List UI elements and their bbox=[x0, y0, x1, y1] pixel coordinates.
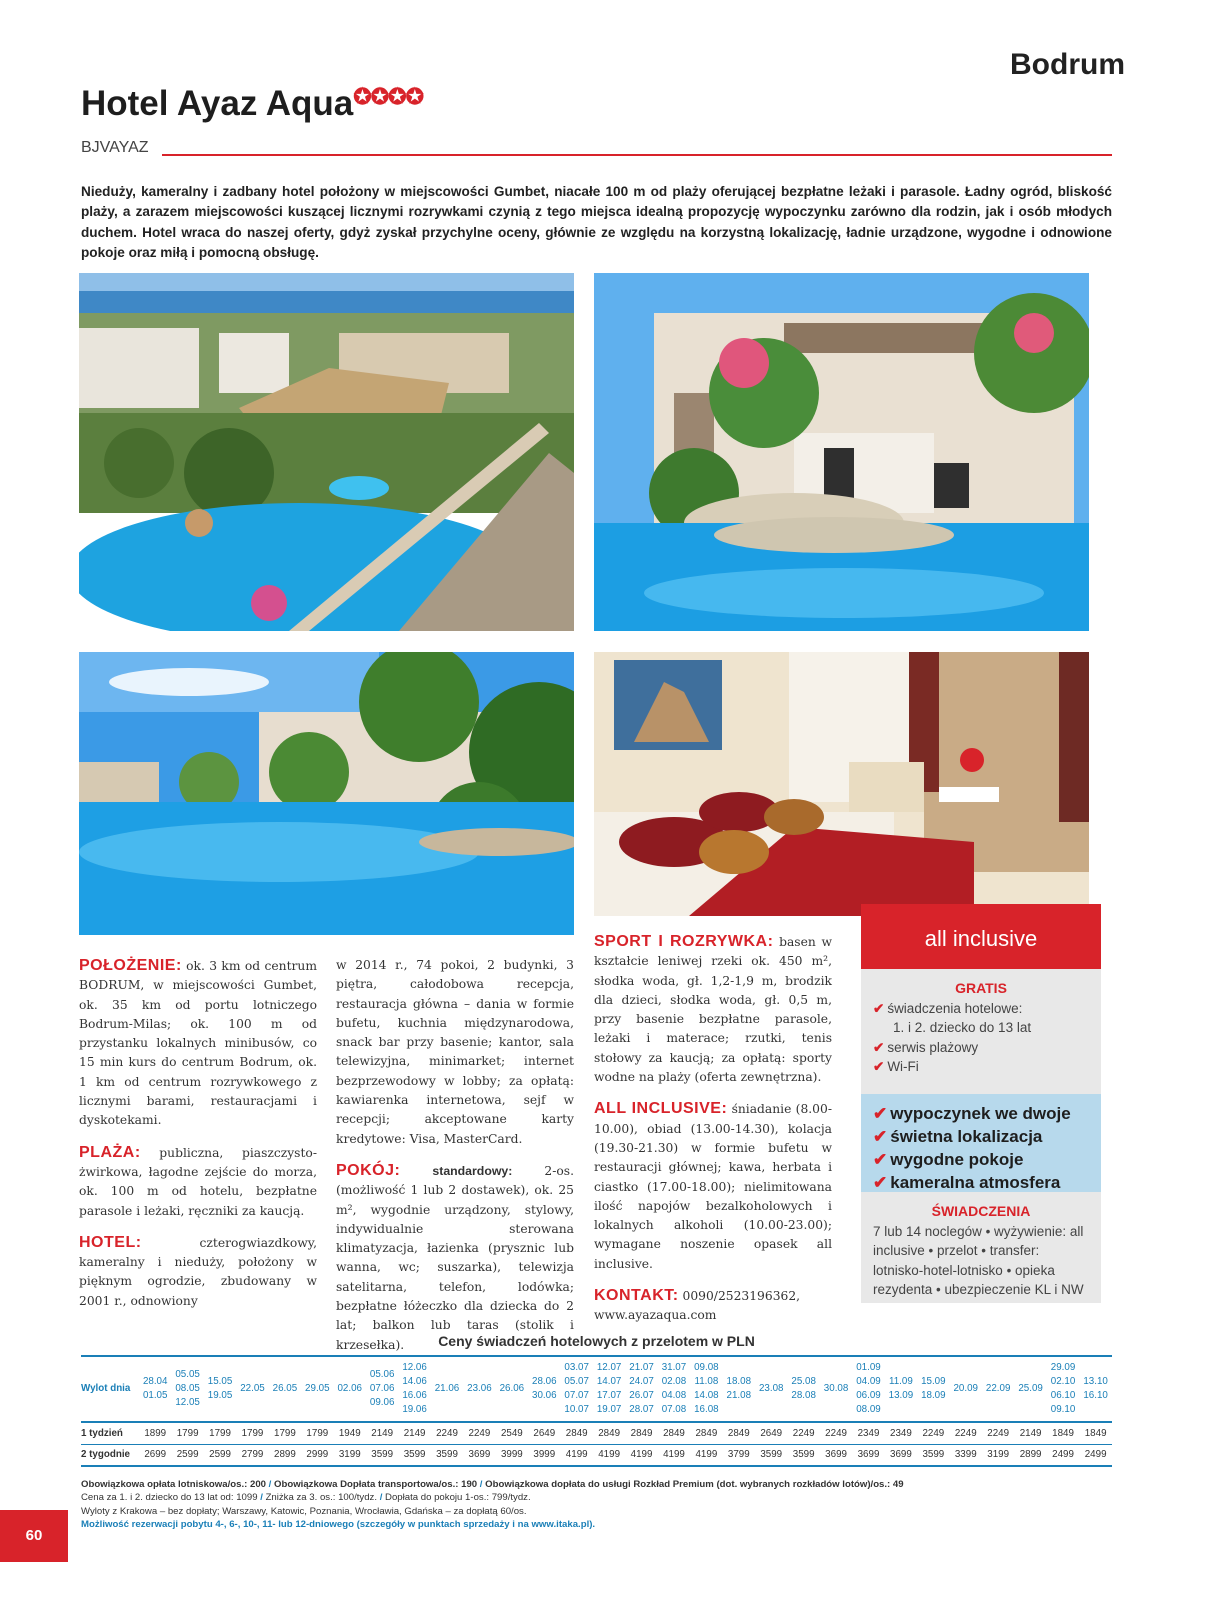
departure-date-cell: 03.07 05.07 07.07 10.07 bbox=[560, 1356, 592, 1422]
price-cell: 2249 bbox=[787, 1422, 819, 1444]
column-sport bbox=[594, 932, 832, 1338]
checkmark-icon: ✔ bbox=[873, 1150, 888, 1169]
departure-date-cell: 20.09 bbox=[950, 1356, 982, 1422]
section-room-sublabel: standardowy: bbox=[432, 1163, 513, 1178]
intro-paragraph: Nieduży, kameralny i zadbany hotel położony w miejscowości Gumbet, niacałe 100 m od plaży oferującej bezpłatne leżaki i parasole. Ładny ogród, bliskość plaży, a zarazem miejscowości kuszącej licznymi rozrywkami czynią z tego miejsca idealną propozycję wypoczynku zarówno dla rodzin, jak i osób młodych duchem. Hotel wraca do naszej oferty, gdyż zyskał przychylne oceny, głównie ze względu na korzystną lokalizację, ładnie urządzone, wygodne i odnowione pokoje oraz miłą i pomocną obsługę. bbox=[81, 184, 1112, 261]
section-room bbox=[336, 1161, 574, 1355]
departure-date-cell: 22.09 bbox=[982, 1356, 1014, 1422]
section-all-inclusive bbox=[594, 1099, 832, 1274]
price-cell: 2349 bbox=[885, 1422, 917, 1444]
gratis-panel bbox=[861, 969, 1101, 1094]
gratis-item: ✔ serwis plażowy bbox=[873, 1039, 979, 1055]
one-week-label: 1 tydzień bbox=[81, 1422, 139, 1444]
departure-date-cell: 15.05 19.05 bbox=[204, 1356, 236, 1422]
star-rating-icon: ✪✪✪✪ bbox=[353, 84, 423, 109]
departure-date-cell: 23.06 bbox=[463, 1356, 495, 1422]
column-hotel-rooms bbox=[336, 956, 574, 1367]
price-cell: 3699 bbox=[463, 1444, 495, 1466]
departure-date-cell: 28.06 30.06 bbox=[528, 1356, 560, 1422]
section-room-text: 2-os. (możliwość 1 lub 2 dostawek), ok. 25 m², wygodnie urządzony, stylowy, indywidualnie sterowana klimatyzacja, łazienka (prysznic lub wanna, wc; suszarka), telewizja satelitarna, telefon, lodówka; bezpłatne łóżeczko dla dziecka do 2 lat; balkon lub taras (stolik i krzesełka). bbox=[336, 1163, 574, 1352]
price-row-2-weeks bbox=[81, 1444, 1112, 1466]
price-cell: 2799 bbox=[236, 1444, 268, 1466]
section-all-inclusive-label: ALL INCLUSIVE: bbox=[594, 1100, 728, 1118]
price-cell: 3699 bbox=[820, 1444, 852, 1466]
departure-date-cell: 13.10 16.10 bbox=[1079, 1356, 1112, 1422]
price-notes bbox=[81, 1478, 1112, 1532]
departure-date-cell: 26.06 bbox=[496, 1356, 528, 1422]
price-cell: 3399 bbox=[950, 1444, 982, 1466]
section-all-inclusive-text: śniadanie (8.00-10.00), obiad (13.00-14.30), kolacja (19.30-21.30) w formie bufetu w restauracji głównej; kawa, herbata i ciastko (17.00-18.00); nielimitowana ilość napojów bezalkoholowych i lokalnych alkoholi (10.00-23.00); wymagane noszenie opasek all inclusive. bbox=[594, 1102, 832, 1271]
price-cell: 2549 bbox=[496, 1422, 528, 1444]
price-cell: 3599 bbox=[366, 1444, 398, 1466]
section-contact-web[interactable]: www.ayazaqua.com bbox=[594, 1308, 717, 1323]
section-beach bbox=[79, 1143, 317, 1221]
price-cell: 3599 bbox=[755, 1444, 787, 1466]
price-cell: 2699 bbox=[139, 1444, 171, 1466]
gratis-item: 1. i 2. dziecko do 13 lat bbox=[893, 1020, 1032, 1035]
section-sport-text: basen w kształcie leniwej rzeki ok. 450 m², słodka woda, gł. 1,2-1,9 m, brodzik dla dzieci, słodka woda, gł. 0,5 m, przy basenie bezpłatne parasole, leżaki i materace; rzutki, tenis stołowy za kaucją; za opłatą: sporty wodne na plaży (oferta zewnętrzna). bbox=[594, 935, 832, 1085]
departure-date-cell: 11.09 13.09 bbox=[885, 1356, 917, 1422]
section-beach-label: PLAŻA: bbox=[79, 1143, 141, 1161]
price-cell: 2349 bbox=[852, 1422, 884, 1444]
price-table-title: Ceny świadczeń hotelowych z przelotem w PLN bbox=[438, 1333, 755, 1349]
price-cell: 2249 bbox=[820, 1422, 852, 1444]
price-cell: 2999 bbox=[301, 1444, 333, 1466]
note-line: Możliwość rezerwacji pobytu 4-, 6-, 10-, 11- lub 12-dniowego (szczegóły w punktach sprzedaży i na www.itaka.pl). bbox=[81, 1519, 596, 1531]
section-contact-label: KONTAKT: bbox=[594, 1287, 679, 1305]
departure-date-cell: 25.09 bbox=[1014, 1356, 1046, 1422]
section-location bbox=[79, 956, 317, 1131]
price-cell: 3599 bbox=[787, 1444, 819, 1466]
departure-date-cell: 29.09 02.10 06.10 09.10 bbox=[1047, 1356, 1079, 1422]
divider bbox=[162, 154, 1112, 156]
price-cell: 2649 bbox=[755, 1422, 787, 1444]
hotel-code: BJVAYAZ bbox=[81, 139, 149, 156]
price-cell: 2649 bbox=[528, 1422, 560, 1444]
departure-date-cell: 22.05 bbox=[236, 1356, 268, 1422]
hotel-name bbox=[81, 84, 423, 124]
section-hotel-continued: w 2014 r., 74 pokoi, 2 budynki, 3 piętra, całodobowa recepcja, restauracja główna – dania w formie bufetu, kuchnia międzynarodowa, snack bar przy basenie; kantor, sala telewizyjna, minimarket; internet bezprzewodowy w lobby; za opłatą: kawiarenka internetowa, sejf w recepcji; akceptowane karty kredytowe: Visa, MasterCard. bbox=[336, 958, 574, 1146]
price-cell: 1899 bbox=[139, 1422, 171, 1444]
price-cell: 1799 bbox=[301, 1422, 333, 1444]
departure-date-cell: 12.07 14.07 17.07 19.07 bbox=[593, 1356, 625, 1422]
price-cell: 2499 bbox=[1047, 1444, 1079, 1466]
section-contact-phone: 0090/2523196362, bbox=[682, 1289, 801, 1304]
price-cell: 2249 bbox=[431, 1422, 463, 1444]
departure-date-cell: 02.06 bbox=[334, 1356, 366, 1422]
price-cell: 3699 bbox=[885, 1444, 917, 1466]
section-contact bbox=[594, 1286, 832, 1326]
price-cell: 2249 bbox=[982, 1422, 1014, 1444]
price-cell: 2249 bbox=[463, 1422, 495, 1444]
hotel-room-photo bbox=[594, 652, 1089, 916]
price-cell: 2849 bbox=[560, 1422, 592, 1444]
departure-date-cell: 29.05 bbox=[301, 1356, 333, 1422]
section-beach-text: publiczna, piaszczysto-żwirkowa, łagodne zejście do morza, ok. 100 m od hotelu, bezpłatne parasole i leżaki, ręczniki za kaucją. bbox=[79, 1145, 317, 1218]
checkmark-icon: ✔ bbox=[873, 1104, 888, 1123]
price-cell: 1799 bbox=[269, 1422, 301, 1444]
departure-date-cell: 23.08 bbox=[755, 1356, 787, 1422]
price-row-1-week bbox=[81, 1422, 1112, 1444]
departure-date-cell: 31.07 02.08 04.08 07.08 bbox=[658, 1356, 690, 1422]
section-hotel-text: czterogwiazdkowy, kameralny i nieduży, położony w pięknym ogrodzie, zbudowany w 2001 r., odnowiony bbox=[79, 1235, 317, 1308]
section-hotel-label: HOTEL: bbox=[79, 1233, 142, 1251]
section-location-text: ok. 3 km od centrum BODRUM, w miejscowości Gumbet, ok. 35 km od portu lotniczego Bodrum-Milas; ok. 100 m od przystanku lokalnych minibusów, co 15 min kurs do centrum Bodrum, ok. 1 km od centrum rozrywkowego z licznymi barami, restauracjami i dyskotekami. bbox=[79, 959, 317, 1128]
departure-date-cell: 21.06 bbox=[431, 1356, 463, 1422]
departure-date-cell: 30.08 bbox=[820, 1356, 852, 1422]
checkmark-icon: ✔ bbox=[873, 1039, 885, 1055]
price-cell: 2249 bbox=[917, 1422, 949, 1444]
departure-date-cell: 05.05 08.05 12.05 bbox=[171, 1356, 203, 1422]
resort-overview-photo bbox=[79, 273, 574, 631]
checkmark-icon: ✔ bbox=[873, 1173, 888, 1192]
section-sport-label: SPORT I ROZRYWKA: bbox=[594, 933, 774, 950]
price-cell: 2849 bbox=[625, 1422, 657, 1444]
price-cell: 4199 bbox=[593, 1444, 625, 1466]
departure-date-cell: 12.06 14.06 16.06 19.06 bbox=[398, 1356, 430, 1422]
price-cell: 4199 bbox=[658, 1444, 690, 1466]
price-table bbox=[81, 1355, 1112, 1467]
price-cell: 2599 bbox=[171, 1444, 203, 1466]
departure-date-cell: 21.07 24.07 26.07 28.07 bbox=[625, 1356, 657, 1422]
services-text: 7 lub 14 noclegów • wyżywienie: all inclusive • przelot • transfer: lotnisko-hotel-lotnisko • opieka rezydenta • ubezpieczenie KL i NW bbox=[873, 1223, 1084, 1297]
checkmark-icon: ✔ bbox=[873, 1059, 885, 1074]
price-cell: 2849 bbox=[593, 1422, 625, 1444]
price-cell: 3199 bbox=[982, 1444, 1014, 1466]
departure-date-cell: 25.08 28.08 bbox=[787, 1356, 819, 1422]
price-cell: 2849 bbox=[690, 1422, 722, 1444]
services-title: ŚWIADCZENIA bbox=[931, 1203, 1031, 1219]
all-inclusive-box bbox=[861, 904, 1101, 1303]
checkmark-icon: ✔ bbox=[873, 1000, 885, 1016]
section-sport bbox=[594, 932, 832, 1087]
price-cell: 2899 bbox=[1014, 1444, 1046, 1466]
departure-dates-row bbox=[81, 1356, 1112, 1422]
section-hotel bbox=[79, 1233, 317, 1311]
price-cell: 1849 bbox=[1079, 1422, 1112, 1444]
price-cell: 2149 bbox=[398, 1422, 430, 1444]
price-cell: 1849 bbox=[1047, 1422, 1079, 1444]
departure-date-cell: 28.04 01.05 bbox=[139, 1356, 171, 1422]
departure-label: Wylot dnia bbox=[81, 1356, 139, 1422]
price-cell: 1799 bbox=[204, 1422, 236, 1444]
departure-date-cell: 09.08 11.08 14.08 16.08 bbox=[690, 1356, 722, 1422]
gratis-item: ✔ świadczenia hotelowe: bbox=[873, 1000, 1023, 1016]
price-cell: 3599 bbox=[917, 1444, 949, 1466]
all-inclusive-header: all inclusive bbox=[861, 904, 1101, 969]
price-cell: 1799 bbox=[171, 1422, 203, 1444]
price-cell: 2149 bbox=[366, 1422, 398, 1444]
departure-date-cell: 18.08 21.08 bbox=[723, 1356, 755, 1422]
price-cell: 2899 bbox=[269, 1444, 301, 1466]
price-cell: 1949 bbox=[334, 1422, 366, 1444]
price-cell: 1799 bbox=[236, 1422, 268, 1444]
price-cell: 2149 bbox=[1014, 1422, 1046, 1444]
departure-date-cell: 05.06 07.06 09.06 bbox=[366, 1356, 398, 1422]
price-cell: 4199 bbox=[560, 1444, 592, 1466]
departure-date-cell: 01.09 04.09 06.09 08.09 bbox=[852, 1356, 884, 1422]
feature-item: ✔ świetna lokalizacja bbox=[873, 1127, 1043, 1146]
price-cell: 2499 bbox=[1079, 1444, 1112, 1466]
price-cell: 3199 bbox=[334, 1444, 366, 1466]
price-cell: 3699 bbox=[852, 1444, 884, 1466]
section-room-label: POKÓJ: bbox=[336, 1161, 401, 1179]
two-weeks-label: 2 tygodnie bbox=[81, 1444, 139, 1466]
price-cell: 2249 bbox=[950, 1422, 982, 1444]
terrace-building-photo bbox=[594, 273, 1089, 631]
feature-item: ✔ wygodne pokoje bbox=[873, 1150, 1024, 1169]
price-cell: 3999 bbox=[496, 1444, 528, 1466]
hotel-name-text: Hotel Ayaz Aqua bbox=[81, 84, 354, 123]
note-line: Cena za 1. i 2. dziecko do 13 lat od: 1099 / Zniżka za 3. os.: 100/tydz. / Dopłata do pokoju 1-os.: 799/tydz. bbox=[81, 1492, 531, 1504]
price-cell: 4199 bbox=[625, 1444, 657, 1466]
feature-item: ✔ wypoczynek we dwoje bbox=[873, 1104, 1071, 1123]
price-cell: 3599 bbox=[398, 1444, 430, 1466]
price-cell: 4199 bbox=[690, 1444, 722, 1466]
price-cell: 3999 bbox=[528, 1444, 560, 1466]
services-panel bbox=[861, 1192, 1101, 1303]
region-title: Bodrum bbox=[1010, 48, 1125, 81]
price-cell: 2849 bbox=[658, 1422, 690, 1444]
note-line: Obowiązkowa opłata lotniskowa/os.: 200 / Obowiązkowa Dopłata transportowa/os.: 190 / Obowiązkowa dopłata do usługi Rozkład Premium (dot. wybranych rozkładów lotów)/os.: 49 bbox=[81, 1479, 904, 1490]
price-cell: 3799 bbox=[723, 1444, 755, 1466]
feature-item: ✔ kameralna atmosfera bbox=[873, 1173, 1061, 1192]
gratis-title: GRATIS bbox=[955, 980, 1007, 996]
page-number: 60 bbox=[0, 1510, 68, 1562]
pool-garden-photo bbox=[79, 652, 574, 935]
departure-date-cell: 15.09 18.09 bbox=[917, 1356, 949, 1422]
departure-date-cell: 26.05 bbox=[269, 1356, 301, 1422]
price-cell: 2849 bbox=[723, 1422, 755, 1444]
price-cell: 3599 bbox=[431, 1444, 463, 1466]
column-location bbox=[79, 956, 317, 1323]
price-cell: 2599 bbox=[204, 1444, 236, 1466]
gratis-item: ✔ Wi-Fi bbox=[873, 1059, 919, 1074]
note-line: Wyloty z Krakowa – bez dopłaty; Warszawy, Katowic, Poznania, Wrocławia, Gdańska – za dopłatą 60/os. bbox=[81, 1505, 527, 1517]
features-panel bbox=[861, 1094, 1101, 1192]
checkmark-icon: ✔ bbox=[873, 1127, 888, 1146]
section-location-label: POŁOŻENIE: bbox=[79, 957, 182, 974]
